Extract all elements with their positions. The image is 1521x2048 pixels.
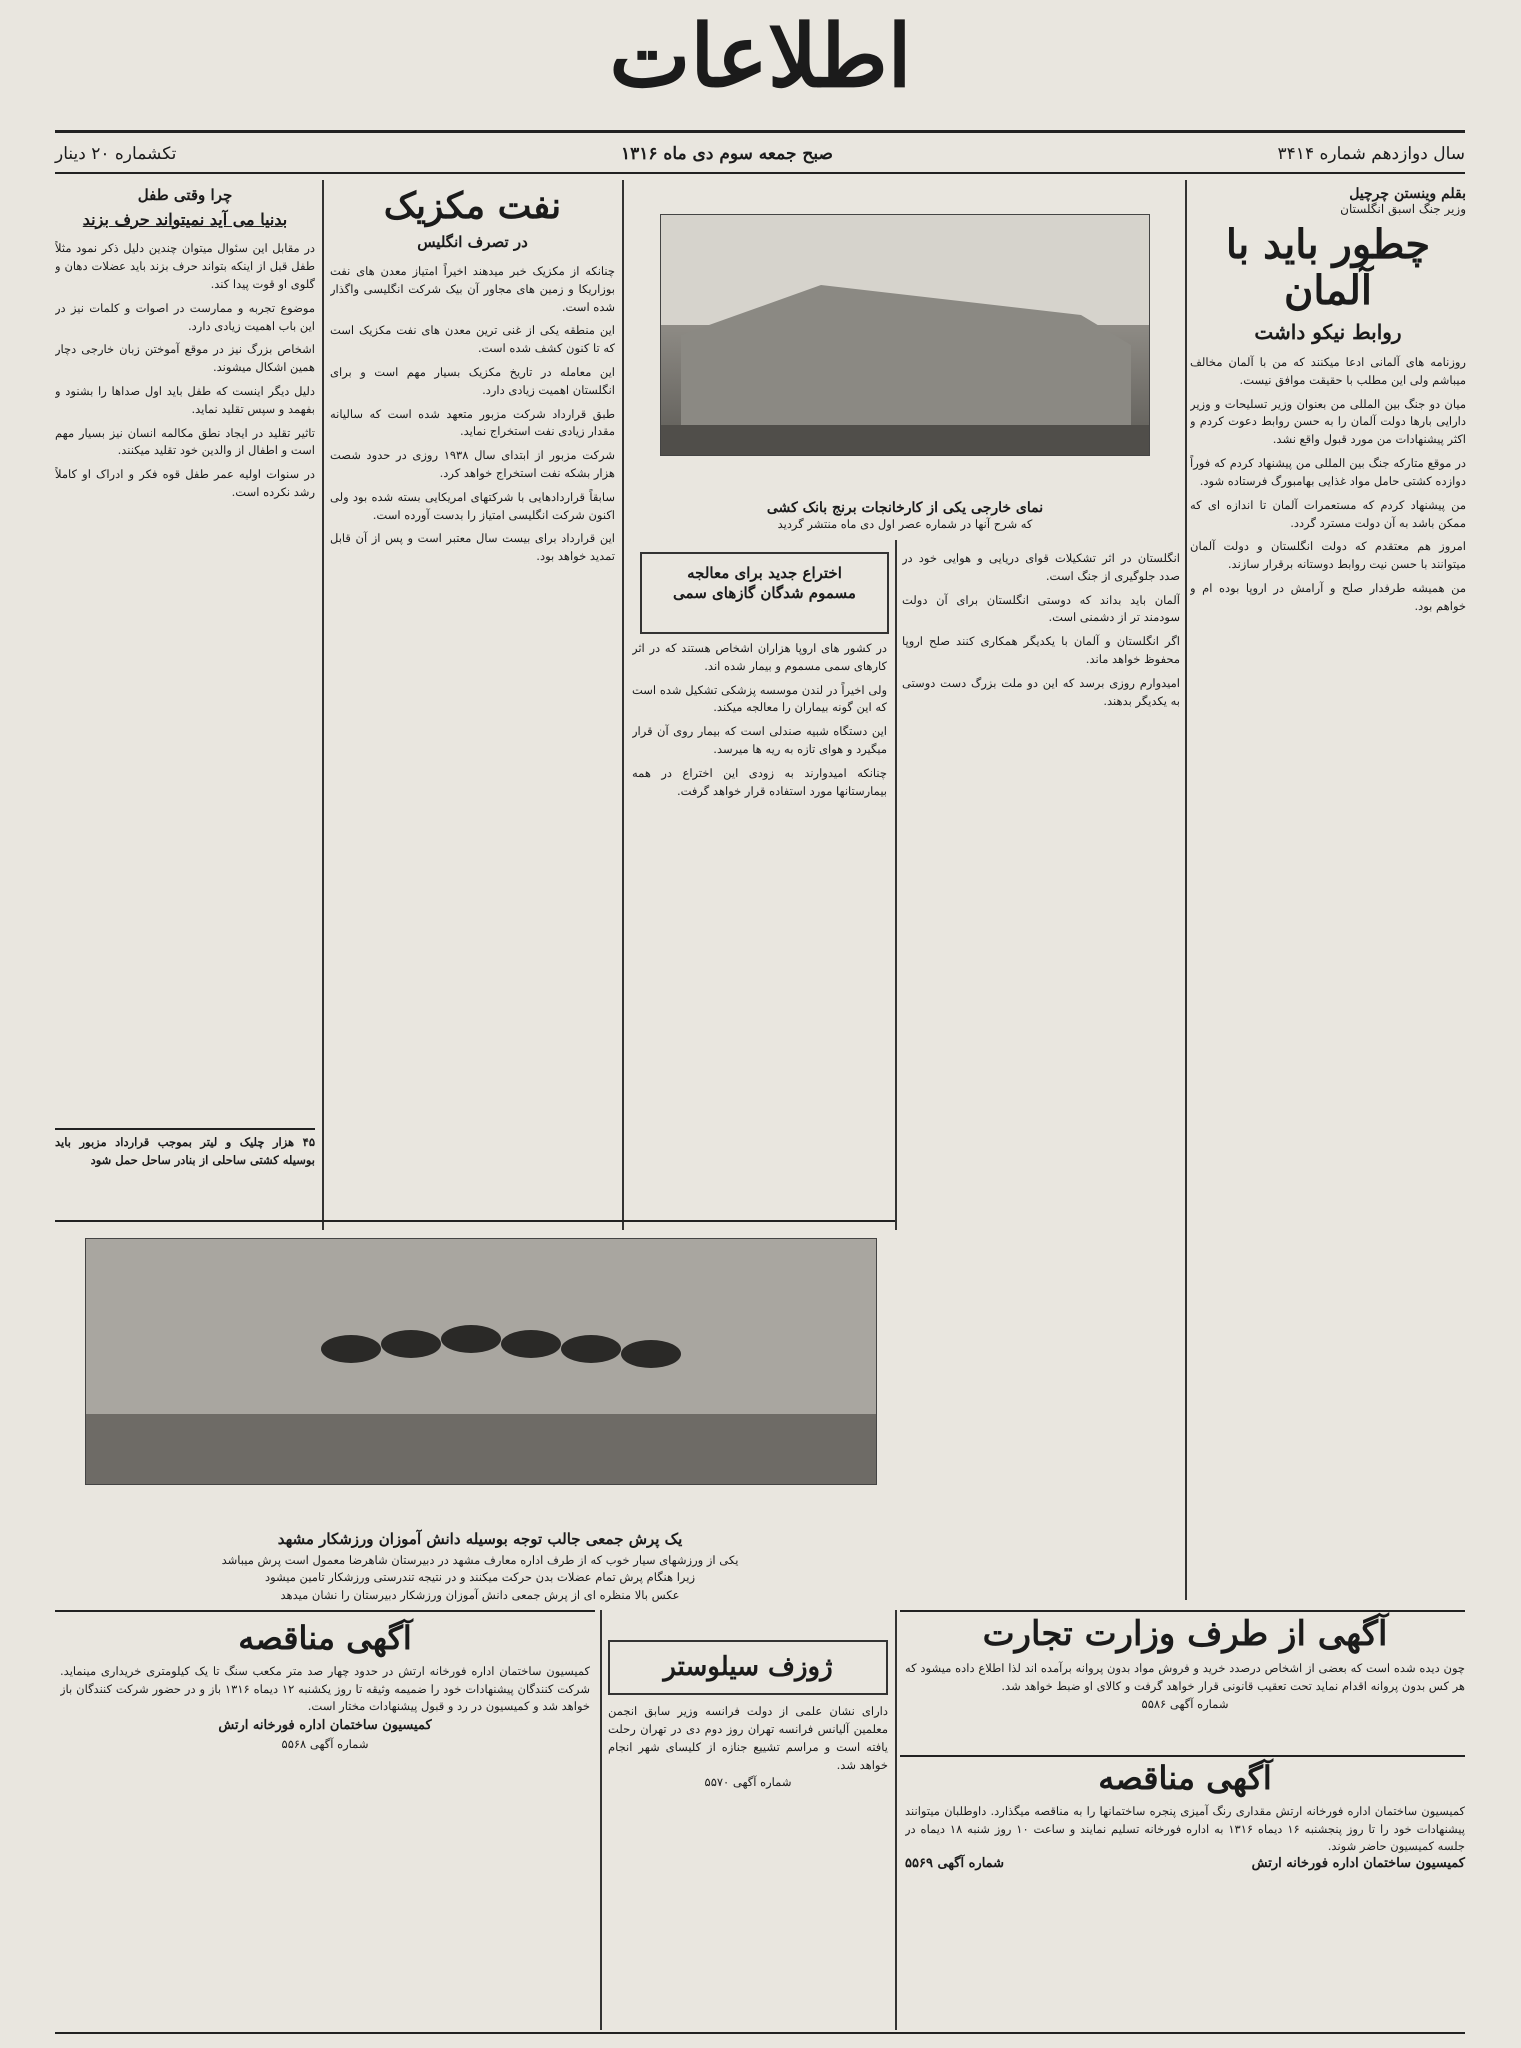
article-paragraph: طبق قرارداد شرکت مزبور متعهد شده است که سالیانه مقدار زیادی نفت استخراج نماید. <box>330 406 615 439</box>
ad-tender-right-headline: آگهی مناقصه <box>1098 1759 1272 1797</box>
article-paragraph: این قرارداد برای بیست سال معتبر است و پس از آن قابل تمدید خواهد بود. <box>330 531 615 564</box>
invention-box <box>640 552 889 634</box>
article-paragraph: من همیشه طرفدار صلح و آرامش در اروپا بوده ام و خواهم بود. <box>1190 580 1466 613</box>
article-subhead: روابط نیکو داشت <box>1254 320 1402 344</box>
article-paragraph: این دستگاه شبیه صندلی است که بیمار روی آن قرار میگیرد و هوای تازه به ریه ها میرسد. <box>632 724 887 757</box>
column-rule <box>1185 180 1187 1600</box>
column-rule <box>322 180 324 1230</box>
invention-title-1: اختراع جدید برای معالجه <box>687 564 842 582</box>
article-paragraph: چنانکه از مکزیک خبر میدهند اخیراً امتیاز معدن های نفت بوزاریکا و زمین های مجاور آن بیک شرکت انگلیسی واگذار شده است. <box>330 263 615 314</box>
athletes-line: زیرا هنگام پرش تمام عضلات بدن حرکت میکنند و در نتیجه تندرستی ورزشکار تامین میشود <box>264 1570 696 1585</box>
photo-ground <box>86 1414 876 1484</box>
ad-joseph-box <box>608 1640 888 1695</box>
ad-tender-right-text: کمیسیون ساختمان اداره فورخانه ارتش مقداری رنگ آمیزی پنجره ساختمانها را به مناقصه میگذارد. داوطلبان میتوانند پیشنهادات خود را تا روز پنجشنبه ۱۶ دیماه ۱۳۱۶ به اداره فورخانه تسلیم نمایند و ساعت ۱۰ روز شنبه ۱۸ دیماه در جلسه کمیسیون حاضر شوند. <box>905 1803 1465 1854</box>
ad-tender-right-signature: کمیسیون ساختمان اداره فورخانه ارتش <box>1251 1856 1465 1872</box>
article-paragraph: روزنامه های آلمانی ادعا میکنند که من با آلمان مخالف میباشم ولی این مطلب با حقیقت موافق نیست. <box>1190 355 1466 387</box>
invention-article <box>632 640 887 1220</box>
ad-tender-left-text: کمیسیون ساختمان اداره فورخانه ارتش در حدود چهار صد متر مکعب سنگ تا یک کیلومتری خریداری مینماید. شرکت کنندگان پیشنهادات خود را ضمیمه وثیقه تا روز یکشنبه ۱۲ دیماه ۱۳۱۶ باز و در حضور شرکت کنندگان باز خواهد شد و کمیسیون در رد و قبول پیشنهادات مختار است. <box>60 1663 590 1714</box>
article-kicker: چرا وقتی طفل <box>137 186 233 204</box>
article-subhead: در تصرف انگلیس <box>417 233 528 252</box>
athlete-figure <box>621 1340 681 1368</box>
athletes-photo-image <box>86 1239 876 1484</box>
article-paragraph: شرکت مزبور از ابتدای سال ۱۹۳۸ روزی در حدود شصت هزار بشکه نفت استخراج خواهد کرد. <box>330 448 615 481</box>
article-paragraph: انگلستان در اثر تشکیلات قوای دریایی و هوایی خود در صدد جلوگیری از جنگ است. <box>902 551 1180 583</box>
section-rule <box>900 1610 1465 1612</box>
article-paragraph: آلمان باید بداند که دوستی انگلستان برای آن دولت سودمند تر از دشمنی است. <box>902 592 1180 625</box>
ad-joseph-headline: ژوزف سیلوستر <box>663 1652 833 1682</box>
factory-photo-caption: نمای خارجی یکی از کارخانجات برنج بانک کشی <box>766 500 1044 516</box>
article-paragraph: سابقاً قراردادهایی با شرکتهای امریکایی بسته شده بود ولی اکنون شرکت انگلیسی امتیاز را بدست آورده است. <box>330 489 615 522</box>
churchill-continued <box>902 550 1180 1220</box>
athletes-line: یکی از ورزشهای سیار خوب که از طرف اداره معارف مشهد در دبیرستان شاهرضا معمول است پرش میباشد <box>221 1553 739 1567</box>
article-paragraph: اشخاص بزرگ نیز در موقع آموختن زبان خارجی دچار همین اشکال میشوند. <box>55 342 315 375</box>
article-paragraph: موضوع تجربه و ممارست در اصوات و کلمات نیز در این باب اهمیت زیادی دارد. <box>55 300 315 333</box>
column-rule <box>600 1610 602 2030</box>
invention-title-2: مسموم شدگان گازهای سمی <box>673 583 856 602</box>
athlete-figure <box>381 1330 441 1358</box>
article-mexico-oil <box>330 186 615 1226</box>
ad-joseph-text: دارای نشان علمی از دولت فرانسه وزیر سابق انجمن معلمین آلیانس فرانسه تهران روز دوم دی در تهران رحلت یافته است و مراسم تشییع جنازه از کلیسای شهر انجام خواهد شد. <box>608 1704 888 1772</box>
newspaper-title: اطلاعات <box>609 6 912 107</box>
athlete-figure <box>321 1335 381 1363</box>
article-byline-sub: وزیر جنگ اسبق انگلستان <box>1340 202 1466 216</box>
article-headline: نفت مکزیک <box>383 185 562 227</box>
factory-photo-subcaption: که شرح آنها در شماره عصر اول دی ماه منتشر گردید <box>777 517 1033 531</box>
article-paragraph: اگر انگلستان و آلمان با یکدیگر همکاری کنند صلح اروپا محفوظ خواهد ماند. <box>902 634 1180 667</box>
section-rule <box>900 1755 1465 1757</box>
article-paragraph: چنانکه امیدوارند به زودی این اختراع در همه بیمارستانها مورد استفاده قرار خواهد گرفت. <box>632 765 887 798</box>
photo-ground <box>661 425 1149 455</box>
page-bottom-rule <box>55 2032 1465 2034</box>
article-paragraph: در کشور های اروپا هزاران اشخاص هستند که در اثر کارهای سمی مسموم و بیمار شده اند. <box>632 641 887 673</box>
section-rule <box>55 1220 895 1222</box>
article-paragraph: این معامله در تاریخ مکزیک بسیار مهم است و برای انگلستان اهمیت زیادی دارد. <box>330 364 615 397</box>
ad-tender-left <box>60 1620 590 1753</box>
factory-photo-image <box>661 215 1149 455</box>
ad-trade-number: شماره آگهی ۵۵۸۶ <box>1141 1696 1229 1711</box>
athletes-caption: یک پرش جمعی جالب توجه بوسیله دانش آموزان ورزشکار مشهد <box>277 1530 683 1548</box>
athletes-caption-block <box>70 1530 890 1604</box>
athlete-figure <box>501 1330 561 1358</box>
article-headline: بدنیا می آید نمیتواند حرف بزند <box>82 209 288 229</box>
article-body <box>1190 354 1466 1474</box>
article-paragraph: من پیشنهاد کردم که مستعمرات آلمان تا اندازه ای که ممکن باشد به آن دولت مسترد گردد. <box>1190 497 1466 530</box>
article-body <box>330 263 615 1203</box>
article-headline: چطور باید با آلمان <box>1225 221 1431 314</box>
article-paragraph: در مقابل این سئوال میتوان چندین دلیل ذکر نمود مثلاً طفل قبل از اینکه بتواند حرف بزند باید عضلات دهان و گلوی او قوت پیدا کند. <box>55 241 315 291</box>
masthead-rule-bottom <box>55 172 1465 174</box>
ad-tender-left-headline: آگهی مناقصه <box>238 1619 412 1657</box>
article-paragraph: دلیل دیگر اینست که طفل باید اول صداها را بشنود و بفهمد و سپس تقلید نماید. <box>55 383 315 416</box>
athletes-photo <box>85 1238 877 1485</box>
article-churchill <box>1190 186 1466 1606</box>
column-rule <box>895 1610 897 2030</box>
ad-tender-right-footer <box>905 1856 1465 1871</box>
section-rule <box>55 1610 595 1612</box>
ad-tender-right-number: شماره آگهی ۵۵۶۹ <box>905 1856 1005 1872</box>
masthead-rule-top <box>55 130 1465 133</box>
article-byline: بقلم وینستن چرچیل <box>1349 186 1466 202</box>
article-paragraph: امروز هم معتقدم که دولت انگلستان و دولت آلمان میتوانند با حسن نیت روابط دوستانه برقرار سازند. <box>1190 539 1466 572</box>
article-paragraph: تاثیر تقلید در ایجاد نطق مکالمه انسان نیز بسیار مهم است و اطفال از والدین خود تقلید میکنند. <box>55 425 315 458</box>
babies-footer-note: ۴۵ هزار چلیک و لیتر بموجب قرارداد مزبور باید بوسیله کشتی ساحلی از بنادر ساحل حمل شود <box>55 1135 315 1167</box>
article-paragraph: میان دو جنگ بین المللی من بعنوان وزیر تسلیحات و وزیر دارایی بارها دولت آلمان را به حسن روابط دعوت کردم و اکثر پیشنهادات من مورد قبول واقع نشد. <box>1190 396 1466 447</box>
column-rule <box>622 180 624 1230</box>
factory-photo-caption-block <box>640 500 1170 533</box>
column-rule <box>895 540 897 1230</box>
ad-tender-right <box>905 1760 1465 1871</box>
issue-number: سال دوازدهم شماره ۳۴۱۴ <box>1277 144 1465 164</box>
ad-joseph <box>608 1640 888 1792</box>
dateline <box>55 138 1465 170</box>
article-paragraph: ولی اخیراً در لندن موسسه پزشکی تشکیل شده است که این گونه بیماران را معالجه میکند. <box>632 682 887 715</box>
factory-photo <box>660 214 1150 456</box>
article-paragraph: این منطقه یکی از غنی ترین معدن های نفت مکزیک است که تا کنون کشف شده است. <box>330 323 615 356</box>
issue-price: تکشماره ۲۰ دینار <box>55 144 177 164</box>
ad-joseph-number: شماره آگهی ۵۵۷۰ <box>704 1775 792 1790</box>
ad-tender-left-number: شماره آگهی ۵۵۶۸ <box>281 1736 369 1751</box>
ad-trade-headline: آگهی از طرف وزارت تجارت <box>982 1614 1388 1654</box>
article-paragraph: امیدوارم روزی برسد که این دو ملت بزرگ دست دوستی به یکدیگر بدهند. <box>902 675 1180 708</box>
article-babies <box>55 186 315 1126</box>
article-paragraph: در سنوات اولیه عمر طفل قوه فکر و ادراک او کاملاً رشد نکرده است. <box>55 467 315 500</box>
ad-trade <box>905 1615 1465 1713</box>
athlete-figure <box>561 1335 621 1363</box>
article-body <box>55 240 315 1060</box>
ad-trade-text: چون دیده شده است که بعضی از اشخاص درصدد خرید و فروش مواد بدون پروانه برآمده اند لذا اطلاع داده میشود که هر کس بدون پروانه اقدام نماید تحت تعقیب قانونی قرار خواهد گرفت و کالای او ضبط خواهد شد. <box>905 1661 1465 1693</box>
athlete-figure <box>441 1325 501 1353</box>
issue-date: صبح جمعه سوم دی ماه ۱۳۱۶ <box>620 144 833 164</box>
athletes-line: عکس بالا منظره ای از پرش جمعی دانش آموزان ورزشکار دبیرستان را نشان میدهد <box>280 1587 680 1602</box>
article-paragraph: در موقع متارکه جنگ بین المللی من پیشنهاد کردم که فوراً دوازده کشتی حامل مواد غذایی بهامبورگ فرستاده شود. <box>1190 456 1466 488</box>
masthead <box>0 0 1521 128</box>
ad-tender-left-signature: کمیسیون ساختمان اداره فورخانه ارتش <box>218 1718 432 1734</box>
section-rule <box>55 1128 315 1130</box>
